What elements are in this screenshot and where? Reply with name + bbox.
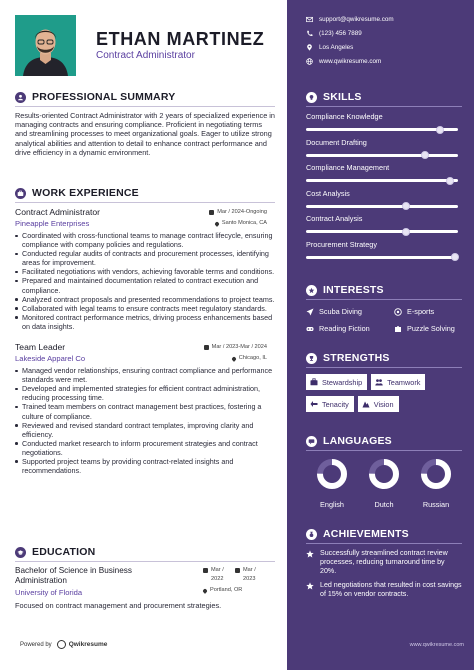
job-entry <box>15 207 275 331</box>
strength-tag <box>306 374 367 390</box>
skill-level-knob <box>436 126 444 134</box>
bullet-item: Prepared and maintained documentation related to contract execution and compliance. <box>15 276 275 294</box>
skill-level-bar <box>306 128 458 131</box>
strength-label: Tenacity <box>322 399 349 409</box>
candidate-role: Contract Administrator <box>96 50 195 61</box>
strengths-title: STRENGTHS <box>323 352 390 364</box>
skills-title: SKILLS <box>323 91 362 103</box>
mail-icon <box>306 16 313 23</box>
job-company: Pineapple Enterprises <box>15 219 90 228</box>
skill-level-knob <box>446 177 454 185</box>
skill-level-knob <box>402 202 410 210</box>
profile-photo <box>15 15 76 76</box>
divider <box>306 106 462 107</box>
job-location: Chicago, IL <box>238 355 267 362</box>
star-icon <box>306 550 314 558</box>
job-meta <box>209 207 267 229</box>
bullet-item: Coordinated with cross-functional teams to manage contract lifecycle, ensuring compliance with company policies and regulations. <box>15 231 275 249</box>
skill-name: Contract Analysis <box>306 214 363 223</box>
book-icon <box>306 325 314 333</box>
bullet-item: Collaborated with legal teams to ensure contracts meet regulatory standards. <box>15 304 275 313</box>
sidebar <box>287 0 474 670</box>
divider <box>15 202 275 203</box>
strength-tag <box>371 374 425 390</box>
skill-item <box>306 138 462 159</box>
skill-item <box>306 214 462 235</box>
skill-level-knob <box>421 151 429 159</box>
candidate-name: ETHAN MARTINEZ <box>96 29 265 49</box>
location-icon <box>202 588 208 594</box>
achievement-text: Successfully streamlined contract review processes, reducing turnaround time by 20%. <box>320 549 448 575</box>
location-icon <box>214 221 220 227</box>
location-icon <box>231 356 237 362</box>
degree: Bachelor of Science in Business Administration <box>15 566 132 585</box>
skill-level-knob <box>402 228 410 236</box>
interest-label: Reading Fiction <box>319 324 370 333</box>
vision-icon <box>362 400 370 408</box>
achievements-section <box>306 527 462 599</box>
graduation-cap-icon <box>15 547 26 558</box>
divider <box>306 299 462 300</box>
skill-item <box>306 163 462 184</box>
bullet-item: Managed vendor relationships, ensuring contract compliance and performance standards were met. <box>15 366 275 384</box>
skills-list <box>306 112 462 260</box>
briefcase-icon <box>310 378 318 386</box>
strength-label: Stewardship <box>322 377 363 387</box>
language-item <box>410 458 462 509</box>
achievement-text: Led negotiations that resulted in cost savings of 15% on vendor contracts. <box>320 581 462 598</box>
school: University of Florida <box>15 588 83 597</box>
interests-title: INTERESTS <box>323 284 384 296</box>
divider <box>306 543 462 544</box>
language-level-ring <box>368 458 400 490</box>
language-icon <box>306 436 317 447</box>
team-icon <box>375 378 383 386</box>
language-level-ring <box>420 458 452 490</box>
contact-text: Los Angeles <box>319 43 354 51</box>
briefcase-icon <box>15 188 26 199</box>
experience-section <box>15 186 275 475</box>
calendar-icon <box>203 568 208 573</box>
language-level-ring <box>316 458 348 490</box>
edu-location: Portland, OR <box>210 587 243 593</box>
skill-name: Procurement Strategy <box>306 239 377 249</box>
bullet-item: Supported project teams by providing contract-related insights and recommendations. <box>15 457 275 475</box>
language-item <box>358 458 410 509</box>
strengths-section <box>306 351 462 418</box>
skills-section <box>306 90 462 260</box>
phone-icon <box>306 30 313 37</box>
achievements-title: ACHIEVEMENTS <box>323 528 409 540</box>
lightbulb-icon <box>306 92 317 103</box>
interest-label: Puzzle Solving <box>407 324 455 333</box>
bullet-item: Reviewed and revised standard contract templates, improving clarity and efficiency. <box>15 421 275 439</box>
edu-start: Mar / 2022 <box>211 567 224 582</box>
skill-level-bar <box>306 205 458 208</box>
trophy-icon <box>306 353 317 364</box>
strength-tag <box>306 396 354 412</box>
experience-title: WORK EXPERIENCE <box>32 187 139 199</box>
gamepad-icon <box>394 308 402 316</box>
contact-text: support@qwikresume.com <box>319 15 394 23</box>
skill-name: Cost Analysis <box>306 188 350 198</box>
bullet-item: Conducted regular audits of contracts and procurement processes, identifying areas for improvement. <box>15 249 275 267</box>
bullet-item: Analyzed contract proposals and presented recommendations to project teams. <box>15 295 275 304</box>
bullet-item: Facilitated negotiations with vendors, achieving favorable terms and conditions. <box>15 267 275 276</box>
skill-name: Compliance Knowledge <box>306 112 383 121</box>
bullet-item: Monitored contract performance metrics, driving process enhancements based on data insights. <box>15 313 275 331</box>
powered-by-label: Powered by <box>20 641 52 648</box>
job-company: Lakeside Apparel Co <box>15 354 86 364</box>
person-icon <box>15 92 26 103</box>
education-title: EDUCATION <box>32 546 96 558</box>
divider <box>306 367 462 368</box>
skill-level-bar <box>306 230 458 233</box>
interest-item <box>306 307 394 316</box>
calendar-icon <box>209 210 214 215</box>
calendar-icon <box>235 568 240 573</box>
contact-email[interactable] <box>306 12 394 26</box>
skill-level-knob <box>451 253 459 261</box>
job-title: Team Leader <box>15 342 66 353</box>
achievement-item <box>306 581 462 599</box>
education-section <box>15 545 275 610</box>
interest-item <box>394 307 464 316</box>
contact-website[interactable] <box>306 55 394 69</box>
brand-name: Qwikresume <box>68 641 108 648</box>
education-meta <box>203 566 267 595</box>
calendar-icon <box>204 345 209 350</box>
star-icon <box>306 582 314 590</box>
skill-level-bar <box>306 256 458 259</box>
job-dates: Mar / 2023-Mar / 2024 <box>211 344 267 351</box>
languages-list <box>306 458 462 509</box>
footer <box>20 640 107 649</box>
plane-icon <box>306 308 314 316</box>
contact-phone[interactable] <box>306 26 394 40</box>
divider <box>15 561 275 562</box>
contact-text: (123) 456 7889 <box>319 29 362 37</box>
languages-section <box>306 434 462 509</box>
summary-text: Results-oriented Contract Administrator with 2 years of specialized experience in managing contracts and ensuring compliance. Proficient in negotiating terms and streamlining processes to meet organizational goals. Eager to utilize strong analytical abilities and attention to detail to enhance contract performance and drive efficiency in a dynamic environment. <box>15 111 275 157</box>
job-meta <box>204 342 267 364</box>
bullet-item: Trained team members on contract management best practices, fostering a culture of compliance. <box>15 402 275 420</box>
language-name: English <box>320 500 344 509</box>
skill-item <box>306 189 462 210</box>
language-item <box>306 458 358 509</box>
medal-icon <box>306 529 317 540</box>
interest-item <box>306 324 394 333</box>
skill-name: Compliance Management <box>306 163 390 172</box>
job-bullets <box>15 366 275 475</box>
job-title: Contract Administrator <box>15 207 101 217</box>
location-icon <box>306 44 313 51</box>
strengths-list <box>306 374 462 418</box>
skill-name: Document Drafting <box>306 137 367 147</box>
achievement-item <box>306 549 462 576</box>
globe-icon <box>306 58 313 65</box>
interest-item <box>394 324 464 333</box>
interest-label: Scuba Diving <box>319 307 362 316</box>
job-dates: Mar / 2024-Ongoing <box>217 209 267 215</box>
qwikresume-logo-icon <box>57 640 66 649</box>
interest-label: E-sports <box>407 307 435 316</box>
skill-item <box>306 112 462 133</box>
strength-tag <box>358 396 399 412</box>
job-location: Santo Monica, CA <box>221 220 267 226</box>
divider <box>15 106 275 107</box>
summary-title: PROFESSIONAL SUMMARY <box>32 91 176 103</box>
skill-level-bar <box>306 179 458 182</box>
divider <box>306 450 462 451</box>
language-name: Dutch <box>374 500 394 509</box>
puzzle-icon <box>394 325 402 333</box>
star-icon <box>306 285 317 296</box>
job-bullets <box>15 231 275 331</box>
strength-label: Vision <box>373 399 394 409</box>
skill-item <box>306 240 462 261</box>
bullet-item: Conducted market research to inform procurement strategies and contract negotiations. <box>15 439 275 457</box>
language-name: Russian <box>422 500 450 509</box>
strength-label: Teamwork <box>387 377 421 387</box>
education-focus: Focused on contract management and procurement strategies. <box>15 601 222 610</box>
interests-list <box>306 307 462 333</box>
footer-website: www.qwikresume.com <box>409 642 464 648</box>
job-entry <box>15 342 275 475</box>
interests-section <box>306 283 462 333</box>
languages-title: LANGUAGES <box>323 435 392 447</box>
contact-location <box>306 40 394 54</box>
tenacity-icon <box>310 400 318 408</box>
skill-level-bar <box>306 154 458 157</box>
edu-end: Mar / 2023 <box>243 567 256 582</box>
summary-section <box>15 90 275 157</box>
contact-list <box>306 12 394 69</box>
education-entry <box>15 566 275 610</box>
contact-text: www.qwikresume.com <box>319 58 382 66</box>
bullet-item: Developed and implemented strategies for efficient contract administration, reducing processing time. <box>15 384 275 402</box>
